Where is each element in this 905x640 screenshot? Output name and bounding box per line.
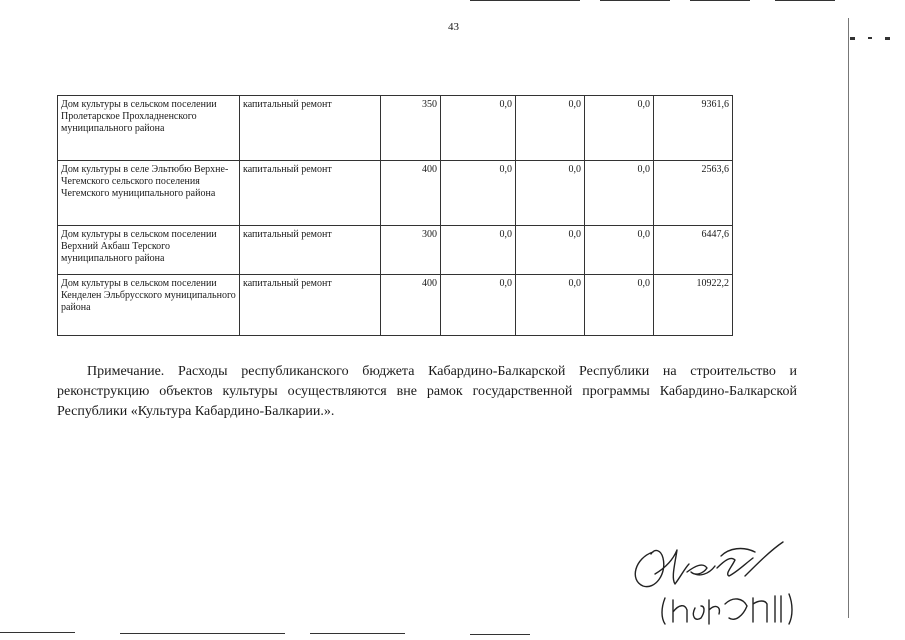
value-cell: 300 [381,226,441,275]
work-type: капитальный ремонт [240,96,381,161]
table-row [58,226,733,275]
scan-line-bottom [310,633,405,634]
value-cell: 0,0 [516,161,585,226]
value-cell: 10922,2 [654,275,733,336]
value-cell: 350 [381,96,441,161]
scan-line-bottom [120,633,285,634]
work-type: капитальный ремонт [240,161,381,226]
value-cell: 0,0 [516,226,585,275]
value-cell: 0,0 [516,275,585,336]
scan-line-top [470,0,580,1]
value-cell: 0,0 [585,226,654,275]
value-cell: 0,0 [585,161,654,226]
page-number: 43 [448,21,459,33]
scan-line-right [848,18,849,618]
scan-dot [868,37,872,39]
scan-dot [850,37,855,40]
note-paragraph: Примечание. Расходы республиканского бюджета Кабардино-Балкарской Республики на строительство и реконструкцию объектов культуры осуществляются вне рамок государственной программы Кабардино-Балкарской Республики «Культура Кабардино-Балкарии.». [57,364,797,419]
value-cell: 0,0 [516,96,585,161]
value-cell: 0,0 [585,96,654,161]
scan-line-bottom [470,634,530,635]
scan-line-bottom [0,632,75,633]
value-cell: 0,0 [441,275,516,336]
scan-dot [885,37,890,40]
scan-line-top [600,0,670,1]
scan-line-top [775,0,835,1]
object-name: Дом культуры в сельском поселении Верхний Акбаш Терского муниципального района [58,226,240,275]
value-cell: 2563,6 [654,161,733,226]
value-cell: 400 [381,275,441,336]
value-cell: 0,0 [441,161,516,226]
object-name: Дом культуры в сельском поселении Кенделен Эльбрусского муниципального района [58,275,240,336]
value-cell: 0,0 [585,275,654,336]
value-cell: 0,0 [441,96,516,161]
cost-table [57,95,733,336]
value-cell: 9361,6 [654,96,733,161]
value-cell: 6447,6 [654,226,733,275]
object-name: Дом культуры в сельском поселении Пролетарское Прохладненского муниципального района [58,96,240,161]
value-cell: 0,0 [441,226,516,275]
scan-line-top [690,0,750,1]
object-name: Дом культуры в селе Эльтюбю Верхне-Чегемского сельского поселения Чегемского муниципального района [58,161,240,226]
value-cell: 400 [381,161,441,226]
table-row [58,275,733,336]
work-type: капитальный ремонт [240,275,381,336]
handwritten-signature [625,538,800,628]
work-type: капитальный ремонт [240,226,381,275]
table-row [58,161,733,226]
table-row [58,96,733,161]
